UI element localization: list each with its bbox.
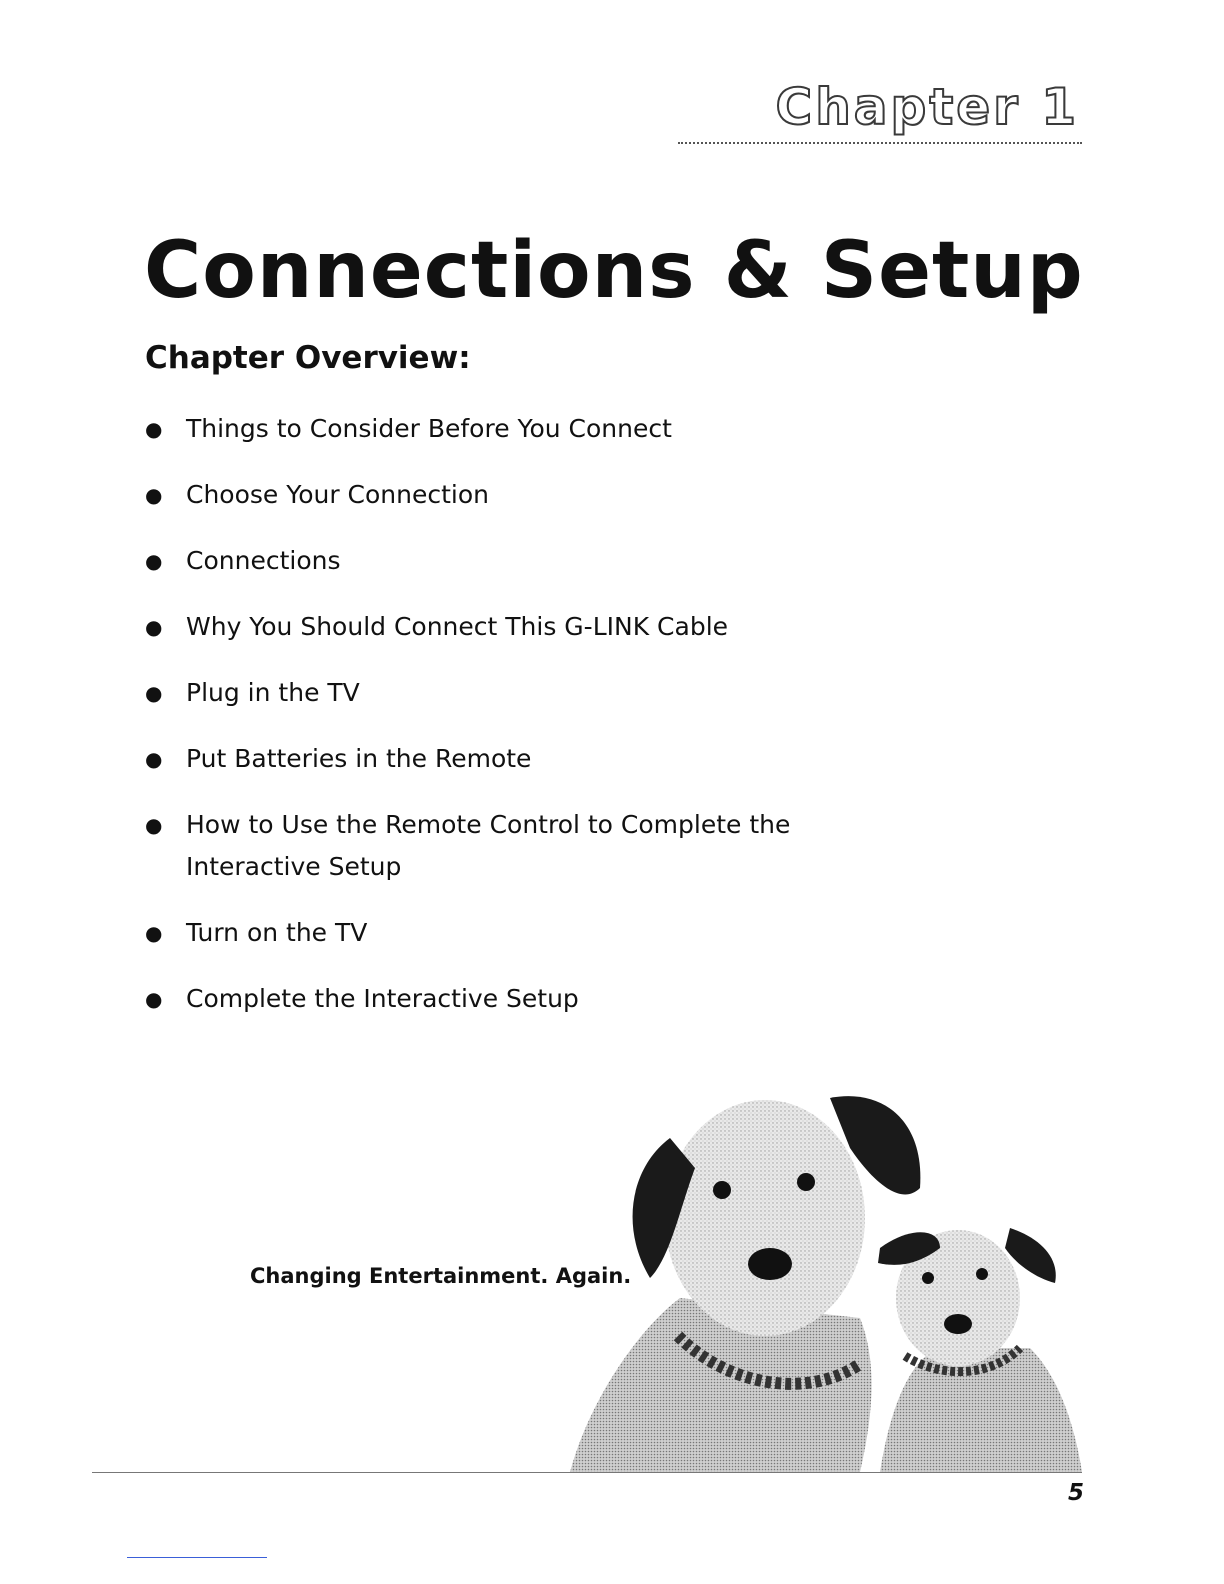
list-item-text: Plug in the TV <box>186 678 360 707</box>
chapter-label: Chapter 1 <box>775 78 1079 136</box>
bullet-icon: ● <box>145 615 163 639</box>
tagline: Changing Entertainment. Again. <box>250 1264 632 1288</box>
bullet-icon: ● <box>145 483 163 507</box>
bullet-icon: ● <box>145 987 163 1011</box>
list-item-text: Why You Should Connect This G-LINK Cable <box>186 612 729 641</box>
list-item <box>145 978 905 1020</box>
page-title: Connections & Setup <box>144 226 1084 316</box>
bullet-icon: ● <box>145 813 163 837</box>
page-number: 5 <box>1067 1480 1084 1506</box>
list-item <box>145 408 905 450</box>
blue-line <box>127 1557 267 1558</box>
list-item-text: Things to Consider Before You Connect <box>186 414 672 443</box>
list-item-text: Complete the Interactive Setup <box>186 984 579 1013</box>
list-item-text: Turn on the TV <box>186 918 368 947</box>
list-item-text: How to Use the Remote Control to Complete the Interactive Setup <box>186 810 791 881</box>
footer-divider <box>92 1472 1082 1473</box>
list-item <box>145 738 905 780</box>
bullet-icon: ● <box>145 681 163 705</box>
bullet-icon: ● <box>145 549 163 573</box>
bullet-icon: ● <box>145 747 163 771</box>
two-dogs-image <box>560 1078 1082 1472</box>
list-item-text: Choose Your Connection <box>186 480 490 509</box>
list-item <box>145 540 905 582</box>
list-item <box>145 606 905 648</box>
bullet-icon: ● <box>145 921 163 945</box>
list-item <box>145 804 836 888</box>
list-item <box>145 912 905 954</box>
list-item <box>145 672 905 714</box>
overview-heading: Chapter Overview: <box>145 340 471 376</box>
list-item-text: Put Batteries in the Remote <box>186 744 532 773</box>
bullet-icon: ● <box>145 417 163 441</box>
overview-list <box>145 408 905 1044</box>
list-item <box>145 474 905 516</box>
list-item-text: Connections <box>186 546 341 575</box>
chapter-divider <box>678 142 1082 144</box>
